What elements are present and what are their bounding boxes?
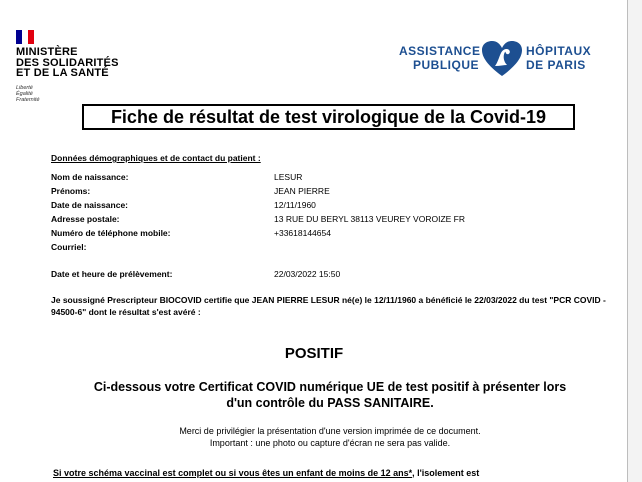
aphp-line: HÔPITAUX	[526, 44, 592, 58]
isolation-text	[53, 467, 628, 479]
field-label: Courriel:	[51, 242, 87, 252]
demographics-heading: Données démographiques et de contact du patient :	[51, 153, 261, 163]
note-line: Merci de privilégier la présentation d'une version imprimée de ce document.	[179, 426, 481, 436]
attestation-text: Je soussigné Prescripteur BIOCOVID certifie que JEAN PIERRE LESUR né(e) le 12/11/1960 a bénéficié le 22/03/2022 du test "PCR COVID - 94500-6" dont le résultat s'est avéré :	[51, 295, 606, 317]
field-label: Nom de naissance:	[51, 172, 129, 182]
isolation-rest: , l'isolement est	[412, 468, 480, 478]
french-flag-icon	[16, 30, 34, 44]
isolation-condition: Si votre schéma vaccinal est complet ou si vous êtes un enfant de moins de 12 ans*	[53, 468, 413, 478]
aphp-heart-logo-icon	[481, 40, 523, 78]
motto-line: Liberté	[16, 85, 33, 91]
field-label: Prénoms:	[51, 186, 91, 196]
aphp-line: ASSISTANCE	[399, 44, 481, 58]
field-value: 13 RUE DU BERYL 38113 VEUREY VOROIZE FR	[274, 214, 466, 224]
field-value: +33618144654	[274, 228, 331, 238]
document-title: Fiche de résultat de test virologique de la Covid-19	[82, 104, 575, 130]
ministry-name	[16, 47, 119, 79]
sampling-date-label: Date et heure de prélèvement:	[51, 269, 173, 279]
field-label: Date de naissance:	[51, 200, 129, 210]
certificate-text	[50, 379, 610, 411]
print-note	[50, 425, 610, 449]
ministry-line: DES SOLIDARITÉS	[16, 56, 119, 69]
field-label: Adresse postale:	[51, 214, 120, 224]
sampling-date-value: 22/03/2022 15:50	[274, 269, 341, 279]
aphp-logo-left-text	[399, 44, 479, 72]
motto-line: Égalité	[16, 91, 33, 97]
field-label: Numéro de téléphone mobile:	[51, 228, 171, 238]
ministry-line: ET DE LA SANTÉ	[16, 67, 109, 79]
scrollbar-track[interactable]	[628, 0, 642, 482]
aphp-line: PUBLIQUE	[412, 58, 479, 72]
aphp-logo-right-text	[526, 44, 606, 72]
republic-motto	[16, 85, 40, 103]
aphp-line: DE PARIS	[526, 58, 586, 72]
certificate-line: Ci-dessous votre Certificat COVID numérique UE de test positif à présenter lors	[93, 380, 567, 394]
test-result: POSITIF	[284, 345, 344, 362]
ministry-line: MINISTÈRE	[16, 46, 78, 58]
field-value: 12/11/1960	[274, 200, 316, 210]
certificate-line: d'un contrôle du PASS SANITAIRE.	[226, 396, 434, 410]
note-line: Important : une photo ou capture d'écran ne sera pas valide.	[209, 438, 451, 448]
motto-line: Fraternité	[16, 97, 40, 103]
field-value: LESUR	[274, 172, 303, 182]
field-value: JEAN PIERRE	[274, 186, 330, 196]
